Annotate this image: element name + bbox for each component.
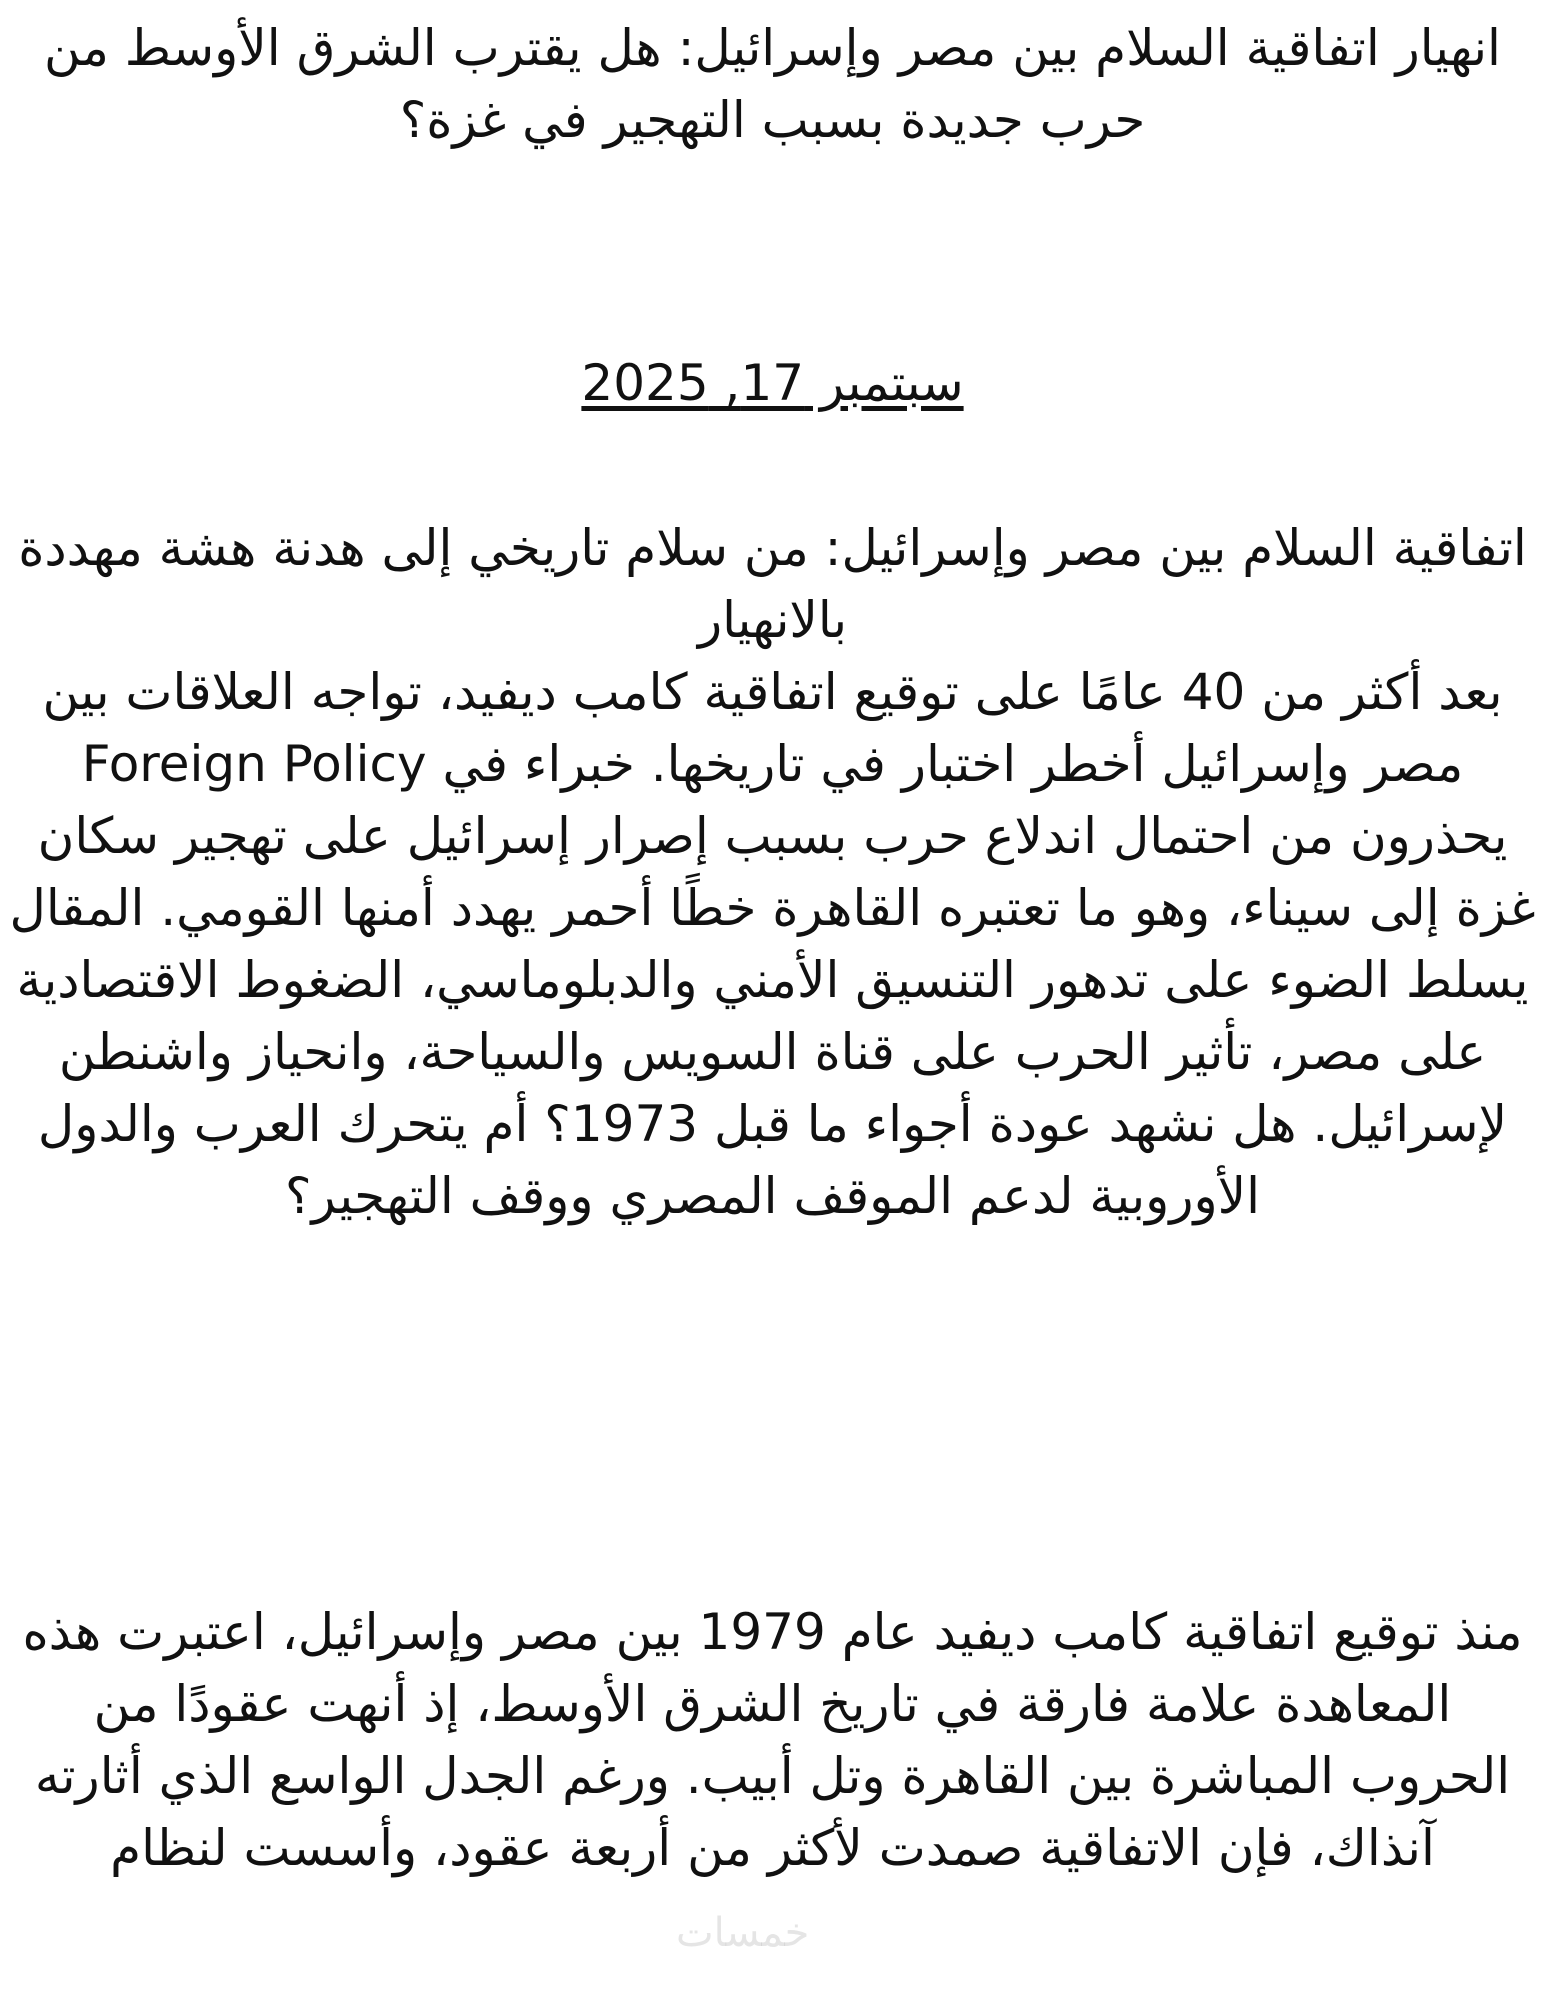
article-summary: بعد أكثر من 40 عامًا على توقيع اتفاقية كامب ديفيد، تواجه العلاقات بين مصر وإسرائيل أخطر اختبار في تاريخها. خبراء في Foreign Policy يحذرون من احتمال اندلاع حرب بسبب إصرار إسرائيل على تهجير سكان غزة إلى سيناء، وهو ما تعتبره القاهرة خطًا أحمر يهدد أمنها القومي. المقال يسلط الضوء على تدهور التنسيق الأمني والدبلوماسي، الضغوط الاقتصادية على مصر، تأثير الحرب على قناة السويس والسياحة، وانحياز واشنطن لإسرائيل. هل نشهد عودة أجواء ما قبل 1973؟ أم يتحرك العرب والدول الأوروبية لدعم الموقف المصري ووقف التهجير؟	[9, 663, 1536, 1225]
article-date	[0, 352, 1545, 414]
article-intro	[6, 512, 1539, 1232]
article-body	[6, 1596, 1539, 1884]
article-title: انهيار اتفاقية السلام بين مصر وإسرائيل: هل يقترب الشرق الأوسط من حرب جديدة بسبب التهجير في غزة؟	[44, 19, 1501, 149]
article-date-text: سبتمبر 17, 2025	[581, 354, 964, 412]
article-paragraph: منذ توقيع اتفاقية كامب ديفيد عام 1979 بين مصر وإسرائيل، اعتبرت هذه المعاهدة علامة فارقة في تاريخ الشرق الأوسط، إذ أنهت عقودًا من الحروب المباشرة بين القاهرة وتل أبيب. ورغم الجدل الواسع الذي أثارته آنذاك، فإن الاتفاقية صمدت لأكثر من أربعة عقود، وأسست لنظام	[22, 1603, 1523, 1877]
site-watermark: خمسات	[676, 1910, 810, 1956]
article-subtitle: اتفاقية السلام بين مصر وإسرائيل: من سلام تاريخي إلى هدنة هشة مهددة بالانهيار	[18, 519, 1527, 649]
